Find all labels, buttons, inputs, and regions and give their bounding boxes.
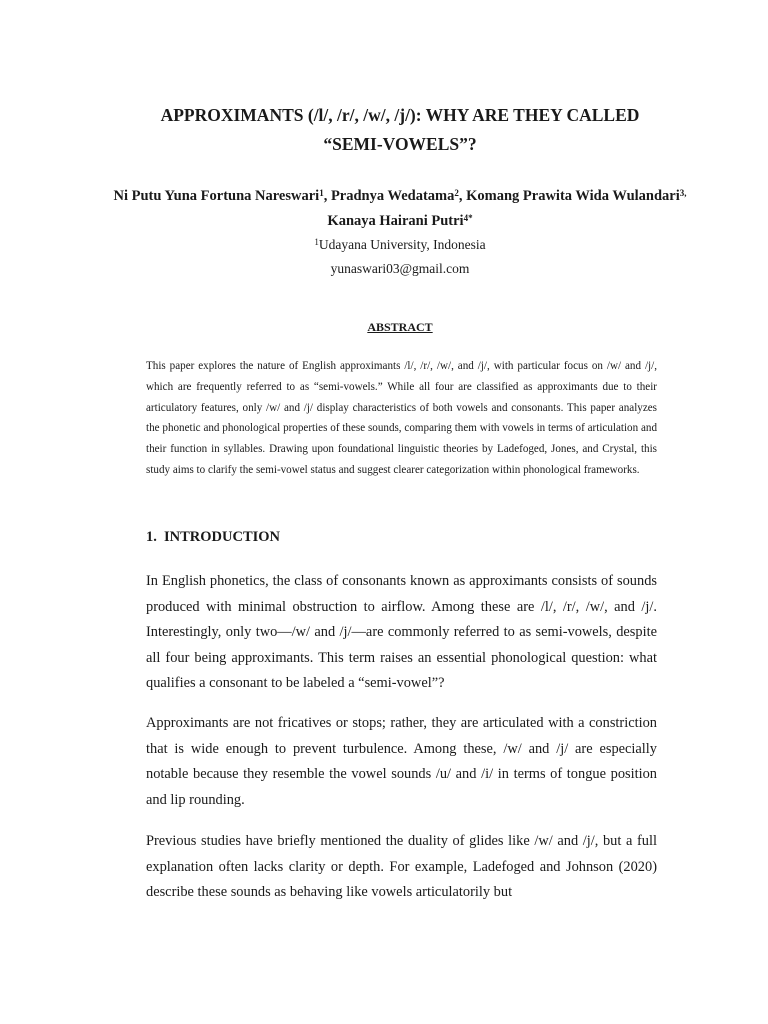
paper-title — [100, 101, 700, 159]
author-3: , Komang Prawita Wida Wulandari — [458, 188, 680, 204]
author-4-affiliation-mark: 4* — [463, 213, 473, 223]
section-heading-introduction — [146, 529, 280, 546]
author-1: Ni Putu Yuna Fortuna Nareswari — [113, 188, 320, 204]
section-title: INTRODUCTION — [164, 529, 281, 545]
author-4: Kanaya Hairani Putri — [327, 213, 464, 229]
affiliation-text: Udayana University, Indonesia — [318, 237, 486, 252]
affiliation-mark: 1 — [314, 237, 319, 247]
title-line-2: “SEMI-VOWELS”? — [323, 134, 477, 154]
title-line-1: APPROXIMANTS (/l/, /r/, /w/, /j/): WHY ARE THEY CALLED — [160, 105, 640, 125]
section-number: 1. — [146, 529, 157, 545]
author-3-affiliation-mark: 3, — [679, 188, 687, 198]
affiliation — [100, 233, 700, 257]
corresponding-email: yunaswari03@gmail.com — [330, 261, 470, 276]
author-list — [100, 184, 700, 234]
author-2: , Pradnya Wedatama — [323, 188, 455, 204]
body-paragraph: In English phonetics, the class of consonants known as approximants consists of sounds produced with minimal obstruction to airflow. Among these are /l/, /r/, /w/, and /j/. Interestingly, only two—/w/ and /j/—are commonly referred to as semi-vowels, despite all four being approximants. This term raises an essential phonological question: what qualifies a consonant to be labeled a “semi-vowel”? — [146, 573, 657, 692]
body-paragraph: Approximants are not fricatives or stops; rather, they are articulated with a constriction that is wide enough to prevent turbulence. Among these, /w/ and /j/ are especially notable because they resemble the vowel sounds /u/ and /i/ in terms of tongue position and lip rounding. — [146, 715, 657, 808]
abstract-text: This paper explores the nature of English approximants /l/, /r/, /w/, and /j/, with particular focus on /w/ and /j/, which are frequently referred to as “semi-vowels.” While all four are classified as approximants due to their articulatory features, only /w/ and /j/ display characteristics of both vowels and consonants. This paper analyzes the phonetic and phonological properties of these sounds, comparing them with vowels in terms of articulation and their function in syllables. Drawing upon foundational linguistic theories by Ladefoged, Jones, and Crystal, this study aims to clarify the semi-vowel status and suggest clearer categorization within phonological frameworks. — [146, 360, 657, 476]
body-paragraph: Previous studies have briefly mentioned the duality of glides like /w/ and /j/, but a full explanation often lacks clarity or depth. For example, Ladefoged and Johnson (2020) describe these sounds as behaving like vowels articulatorily but — [146, 833, 657, 901]
author-2-affiliation-mark: 2 — [454, 188, 459, 198]
abstract-heading: ABSTRACT — [367, 320, 433, 334]
author-1-affiliation-mark: 1 — [319, 188, 324, 198]
